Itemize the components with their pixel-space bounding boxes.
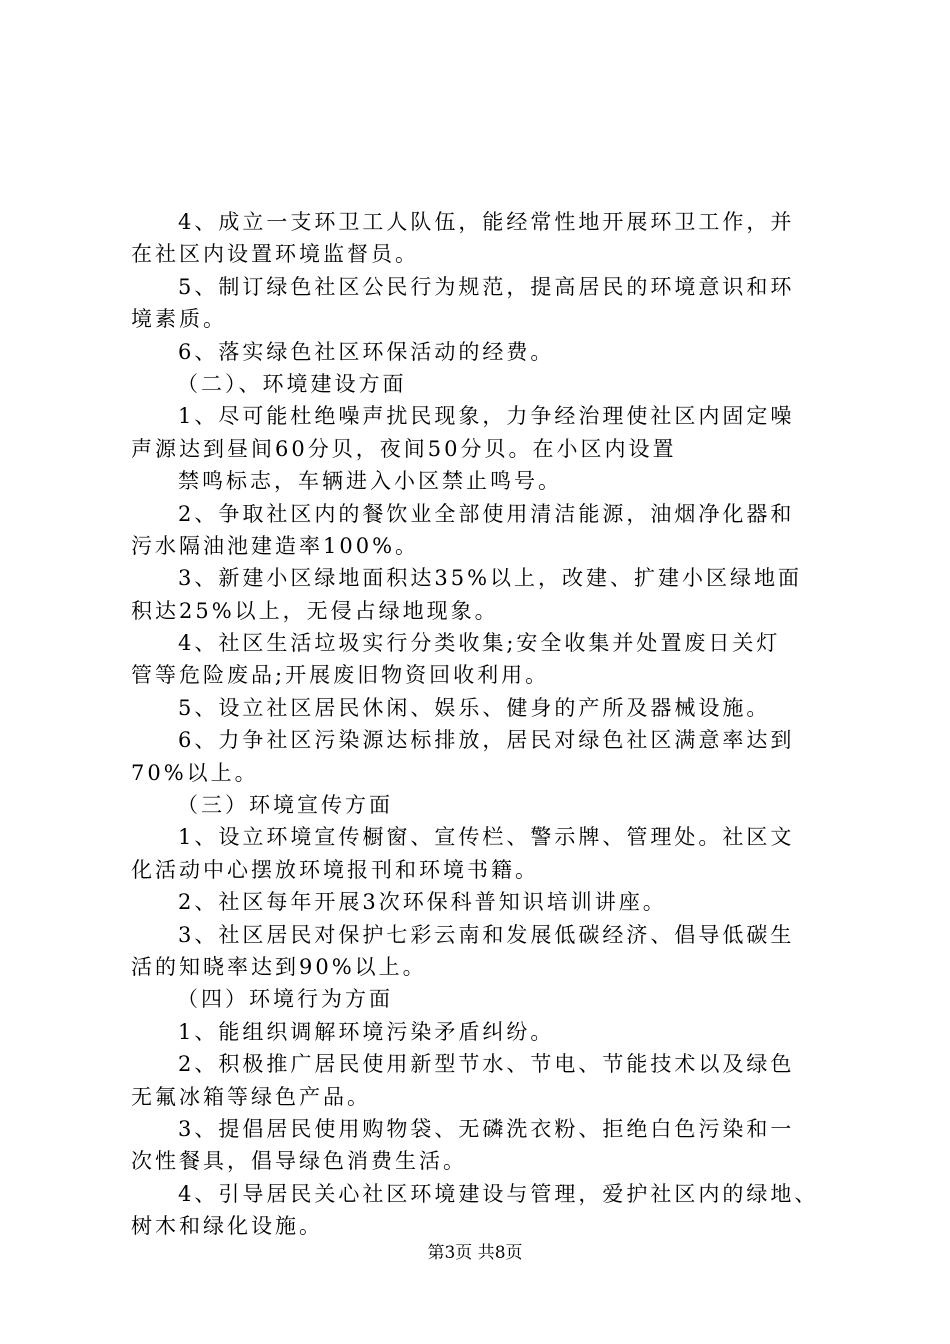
text-line: 管等危险废品;开展废旧物资回收利用。 xyxy=(131,663,550,688)
document-body xyxy=(131,206,841,1243)
text-line: 6、落实绿色社区环保活动的经费。 xyxy=(178,339,555,364)
text-line: 在社区内设置环境监督员。 xyxy=(131,242,419,267)
page-footer: 第3页 共8页 xyxy=(427,1243,523,1263)
text-line: 2、争取社区内的餐饮业全部使用清洁能源，油烟净化器和 xyxy=(178,501,795,526)
section-heading: （二）、环境建设方面 xyxy=(177,371,407,396)
text-line: 70%以上。 xyxy=(131,760,259,785)
text-line: 6、力争社区污染源达标排放，居民对绿色社区满意率达到 xyxy=(178,728,795,753)
text-line: 化活动中心摆放环境报刊和环境书籍。 xyxy=(131,857,539,882)
section-heading: （四）环境行为方面 xyxy=(177,987,393,1012)
text-line: 活的知晓率达到90%以上。 xyxy=(131,954,427,979)
text-line: 2、社区每年开展3次环保科普知识培训讲座。 xyxy=(178,890,667,915)
text-line: 3、提倡居民使用购物袋、无磷洗衣粉、拒绝白色污染和一 xyxy=(178,1116,795,1141)
text-line: 3、社区居民对保护七彩云南和发展低碳经济、倡导低碳生 xyxy=(178,922,795,947)
text-line: 声源达到昼间60分贝，夜间50分贝。在小区内设置 xyxy=(131,436,677,461)
text-line: 境素质。 xyxy=(131,307,227,332)
text-line: 1、能组织调解环境污染矛盾纠纷。 xyxy=(178,1019,555,1044)
text-line: 1、设立环境宣传橱窗、宣传栏、警示牌、管理处。社区文 xyxy=(178,825,795,850)
text-line: 2、积极推广居民使用新型节水、节电、节能技术以及绿色 xyxy=(178,1052,795,1077)
section-heading: （三）环境宣传方面 xyxy=(177,793,393,818)
text-line: 5、设立社区居民休闲、娱乐、健身的产所及器械设施。 xyxy=(178,695,771,720)
text-line: 4、成立一支环卫工人队伍，能经常性地开展环卫工作，并 xyxy=(178,210,795,234)
text-line: 4、社区生活垃圾实行分类收集;安全收集并处置废日关灯 xyxy=(178,631,781,656)
text-line: 1、尽可能杜绝噪声扰民现象，力争经治理使社区内固定噪 xyxy=(178,404,795,429)
text-line: 树木和绿化设施。 xyxy=(131,1214,323,1239)
text-line: 积达25%以上，无侵占绿地现象。 xyxy=(131,598,499,623)
text-line: 无氟冰箱等绿色产品。 xyxy=(131,1084,371,1109)
text-line: 污水隔油池建造率100%。 xyxy=(131,533,420,558)
text-line: 次性餐具，倡导绿色消费生活。 xyxy=(131,1149,467,1174)
text-line: 5、制订绿色社区公民行为规范，提高居民的环境意识和环 xyxy=(178,274,795,299)
text-line: 禁鸣标志，车辆进入小区禁止鸣号。 xyxy=(178,469,562,494)
text-line: 3、新建小区绿地面积达35%以上，改建、扩建小区绿地面 xyxy=(178,566,803,591)
text-line: 4、引导居民关心社区环境建设与管理，爱护社区内的绿地、 xyxy=(178,1181,819,1206)
